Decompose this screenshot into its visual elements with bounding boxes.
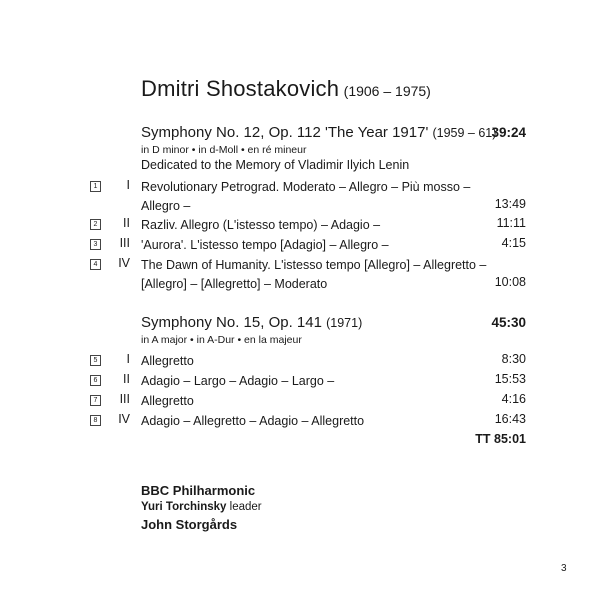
track-title-line: [Allegro] – [Allegretto] – Moderato [141,277,328,291]
movement-number: I [126,352,130,366]
movement-number: II [123,216,130,230]
work-duration: 45:30 [491,315,526,330]
track-title-line: 'Aurora'. L'istesso tempo [Adagio] – Allegro – [141,238,389,252]
track-title-line: Allegretto [141,394,194,408]
track-title [141,412,501,431]
composer-heading [141,76,431,102]
leader-credit [141,501,262,513]
track-number: 3 [90,239,101,250]
movement-number: II [123,372,130,386]
track-title [141,256,501,294]
work-keys: in A major • in A-Dur • en la majeur [141,334,302,346]
movement-number: III [119,236,130,250]
orchestra-name: BBC Philharmonic [141,483,256,498]
track-title [141,352,501,371]
composer-dates: (1906 – 1975) [343,83,431,99]
movement-number: IV [118,256,130,270]
track-duration: 4:16 [501,392,526,406]
track-title-line: Adagio – Largo – Adagio – Largo – [141,374,335,388]
track-number: 4 [90,259,101,270]
track-title [141,216,501,235]
work-keys: in D minor • in d-Moll • en ré mineur [141,144,307,156]
work-title-text: Symphony No. 15, Op. 141 [141,314,322,331]
track-number: 6 [90,375,101,386]
track-title [141,178,501,216]
track-duration: 13:49 [494,197,526,211]
track-duration: 4:15 [501,236,526,250]
track-title-line: Allegro – [141,199,191,213]
track-number: 2 [90,219,101,230]
composer-name: Dmitri Shostakovich [141,76,340,101]
track-duration: 11:11 [496,216,526,230]
track-number: 8 [90,415,101,426]
track-title-line: Adagio – Allegretto – Adagio – Allegretto [141,414,365,428]
work-duration: 39:24 [491,125,526,140]
track-duration: 16:43 [494,412,526,426]
page-number: 3 [561,563,567,574]
track-duration: 10:08 [494,275,526,289]
work-years: (1971) [326,316,363,330]
movement-number: I [126,178,130,192]
movement-number: III [119,392,130,406]
track-title-line: Razliv. Allegro (L'istesso tempo) – Adagio – [141,218,381,232]
track-duration: 8:30 [501,352,526,366]
track-title [141,392,501,411]
total-time: TT 85:01 [475,432,526,446]
leader-name: Yuri Torchinsky [141,501,227,513]
track-number: 7 [90,395,101,406]
work-title-symphony-12 [141,124,496,141]
track-title-line: Revolutionary Petrograd. Moderato – Allegro – Più mosso – [141,180,471,194]
leader-role: leader [229,501,262,513]
work-title-symphony-15 [141,314,362,331]
track-title-line: The Dawn of Humanity. L'istesso tempo [Allegro] – Allegretto – [141,258,487,272]
movement-number: IV [118,412,130,426]
track-duration: 15:53 [494,372,526,386]
track-title [141,236,501,255]
work-dedication: Dedicated to the Memory of Vladimir Ilyich Lenin [141,158,410,172]
track-title-line: Allegretto [141,354,194,368]
conductor-name: John Storgårds [141,517,238,532]
track-number: 5 [90,355,101,366]
track-title [141,372,501,391]
work-title-text: Symphony No. 12, Op. 112 'The Year 1917' [141,124,429,141]
work-years: (1959 – 61) [432,126,497,140]
track-number: 1 [90,181,101,192]
